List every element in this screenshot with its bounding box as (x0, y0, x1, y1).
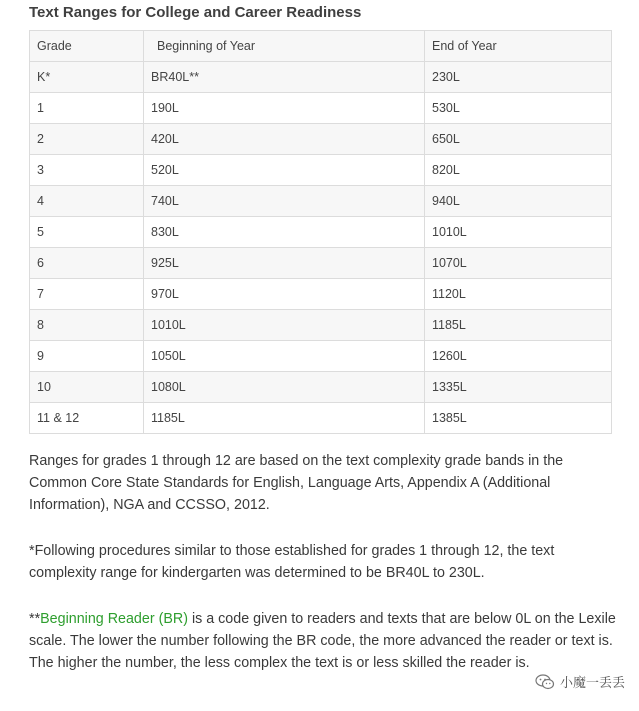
cell-end: 940L (425, 186, 612, 217)
cell-grade: 4 (30, 186, 144, 217)
cell-beginning: 925L (144, 248, 425, 279)
table-row (30, 372, 612, 403)
cell-end: 230L (425, 62, 612, 93)
header-beginning-of-year: Beginning of Year (144, 31, 425, 62)
cell-beginning: 830L (144, 217, 425, 248)
table-row (30, 186, 612, 217)
cell-grade: 9 (30, 341, 144, 372)
cell-end: 650L (425, 124, 612, 155)
table-row (30, 279, 612, 310)
table-header-row (30, 31, 612, 62)
cell-end: 1120L (425, 279, 612, 310)
cell-grade: 5 (30, 217, 144, 248)
note-body: is a code given to readers and texts that are below 0L on the Lexile scale. The lower the number following the BR code, the more advanced the reader or text is. The higher the number, the less complex the text is or less skilled the reader is. (29, 611, 616, 671)
table-row (30, 62, 612, 93)
table-row (30, 124, 612, 155)
cell-end: 820L (425, 155, 612, 186)
page-title: Text Ranges for College and Career Readiness (29, 4, 362, 21)
table-row (30, 403, 612, 434)
table-row (30, 310, 612, 341)
cell-end: 1335L (425, 372, 612, 403)
cell-grade: 6 (30, 248, 144, 279)
cell-beginning: 520L (144, 155, 425, 186)
cell-beginning: 1185L (144, 403, 425, 434)
table-row (30, 341, 612, 372)
watermark-text: 小魔一丢丢 (559, 676, 625, 691)
cell-grade: 10 (30, 372, 144, 403)
table-row (30, 155, 612, 186)
cell-beginning: 1010L (144, 310, 425, 341)
watermark (535, 672, 625, 691)
wechat-icon (535, 674, 555, 690)
note-prefix: ** (29, 611, 41, 627)
cell-grade: 7 (30, 279, 144, 310)
cell-beginning: 970L (144, 279, 425, 310)
cell-beginning: 420L (144, 124, 425, 155)
cell-grade: 1 (30, 93, 144, 124)
cell-beginning: BR40L** (144, 62, 425, 93)
cell-end: 1070L (425, 248, 612, 279)
cell-end: 1385L (425, 403, 612, 434)
beginning-reader-note (29, 608, 619, 674)
cell-beginning: 190L (144, 93, 425, 124)
ranges-note: Ranges for grades 1 through 12 are based on the text complexity grade bands in the Common Core State Standards for English, Language Arts, Appendix A (Additional Information), NGA and CCSSO, 2012. (29, 453, 564, 513)
header-end-of-year: End of Year (425, 31, 612, 62)
cell-grade: 11 & 12 (30, 403, 144, 434)
cell-grade: 8 (30, 310, 144, 341)
table-row (30, 217, 612, 248)
cell-grade: K* (30, 62, 144, 93)
cell-beginning: 1050L (144, 341, 425, 372)
header-grade: Grade (30, 31, 144, 62)
kindergarten-note: *Following procedures similar to those established for grades 1 through 12, the text complexity range for kindergarten was determined to be BR40L to 230L. (29, 543, 555, 581)
cell-end: 530L (425, 93, 612, 124)
cell-beginning: 1080L (144, 372, 425, 403)
text-ranges-table (29, 30, 612, 434)
cell-grade: 2 (30, 124, 144, 155)
cell-end: 1260L (425, 341, 612, 372)
cell-grade: 3 (30, 155, 144, 186)
cell-end: 1185L (425, 310, 612, 341)
table-row (30, 248, 612, 279)
cell-beginning: 740L (144, 186, 425, 217)
beginning-reader-link[interactable]: Beginning Reader (BR) (40, 611, 188, 627)
table-row (30, 93, 612, 124)
cell-end: 1010L (425, 217, 612, 248)
